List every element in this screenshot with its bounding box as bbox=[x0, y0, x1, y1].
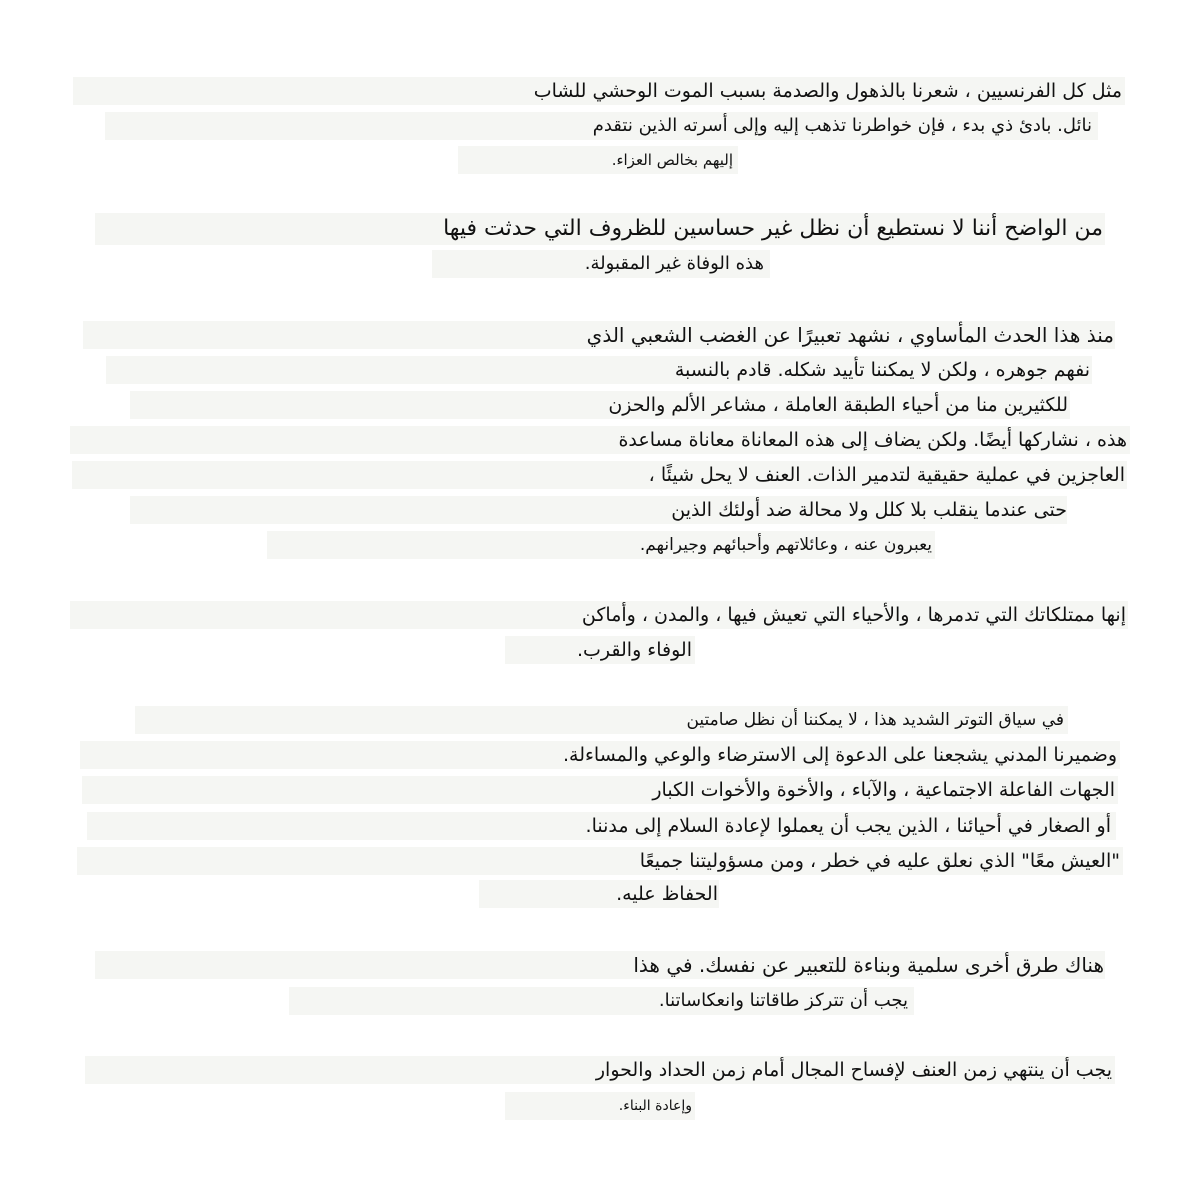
line-text: الحفاظ عليه. bbox=[616, 883, 718, 905]
text-line bbox=[0, 601, 1200, 629]
text-line bbox=[0, 250, 1200, 278]
text-line bbox=[0, 77, 1200, 105]
text-line bbox=[0, 426, 1200, 454]
line-text: الجهات الفاعلة الاجتماعية ، والآباء ، والأخوة والأخوات الكبار bbox=[652, 779, 1115, 801]
line-text: يجب أن ينتهي زمن العنف لإفساح المجال أمام زمن الحداد والحوار bbox=[595, 1059, 1112, 1081]
line-text: من الواضح أننا لا نستطيع أن نظل غير حساسين للظروف التي حدثت فيها bbox=[443, 216, 1103, 241]
text-line bbox=[0, 391, 1200, 419]
text-line bbox=[0, 1056, 1200, 1084]
line-text: إليهم بخالص العزاء. bbox=[611, 151, 733, 169]
line-text: "العيش معًا" الذي نعلق عليه في خطر ، ومن مسؤوليتنا جميعًا bbox=[639, 850, 1120, 872]
text-line bbox=[0, 706, 1200, 734]
text-line bbox=[0, 321, 1200, 349]
text-line bbox=[0, 812, 1200, 840]
text-line bbox=[0, 146, 1200, 174]
line-text: في سياق التوتر الشديد هذا ، لا يمكننا أن نظل صامتين bbox=[686, 710, 1064, 730]
line-text: وضميرنا المدني يشجعنا على الدعوة إلى الاسترضاء والوعي والمساءلة. bbox=[562, 744, 1117, 766]
text-line bbox=[0, 356, 1200, 384]
line-text: هذه الوفاة غير المقبولة. bbox=[584, 253, 764, 274]
text-line bbox=[0, 496, 1200, 524]
line-text: يعبرون عنه ، وعائلاتهم وأحبائهم وجيرانهم. bbox=[639, 535, 932, 555]
text-line bbox=[0, 951, 1200, 979]
text-line bbox=[0, 776, 1200, 804]
line-text: الوفاء والقرب. bbox=[577, 639, 692, 661]
line-text: أو الصغار في أحيائنا ، الذين يجب أن يعملوا لإعادة السلام إلى مدننا. bbox=[585, 815, 1111, 837]
text-line bbox=[0, 1092, 1200, 1120]
line-text: هذه ، نشاركها أيضًا. ولكن يضاف إلى هذه المعاناة معاناة مساعدة bbox=[618, 429, 1127, 451]
line-text: العاجزين في عملية حقيقية لتدمير الذات. العنف لا يحل شيئًا ، bbox=[648, 464, 1125, 486]
line-text: مثل كل الفرنسيين ، شعرنا بالذهول والصدمة بسبب الموت الوحشي للشاب bbox=[533, 80, 1122, 102]
text-line bbox=[0, 112, 1200, 140]
text-line bbox=[0, 531, 1200, 559]
line-text: منذ هذا الحدث المأساوي ، نشهد تعبيرًا عن الغضب الشعبي الذي bbox=[586, 323, 1114, 347]
line-text: نفهم جوهره ، ولكن لا يمكننا تأييد شكله. قادم بالنسبة bbox=[674, 359, 1090, 381]
line-text: إنها ممتلكاتك التي تدمرها ، والأحياء التي تعيش فيها ، والمدن ، وأماكن bbox=[581, 604, 1126, 626]
text-line bbox=[0, 987, 1200, 1015]
line-text: يجب أن تتركز طاقاتنا وانعكاساتنا. bbox=[658, 990, 908, 1011]
line-text: وإعادة البناء. bbox=[618, 1098, 692, 1114]
text-line bbox=[0, 741, 1200, 769]
text-line bbox=[0, 880, 1200, 908]
text-line bbox=[0, 213, 1200, 245]
line-text: للكثيرين منا من أحياء الطبقة العاملة ، مشاعر الألم والحزن bbox=[608, 394, 1068, 416]
text-line bbox=[0, 847, 1200, 875]
text-line bbox=[0, 636, 1200, 664]
text-line bbox=[0, 461, 1200, 489]
line-text: حتى عندما ينقلب بلا كلل ولا محالة ضد أولئك الذين bbox=[671, 499, 1067, 521]
line-text: هناك طرق أخرى سلمية وبناءة للتعبير عن نفسك. في هذا bbox=[633, 953, 1104, 977]
line-text: نائل. بادئ ذي بدء ، فإن خواطرنا تذهب إليه وإلى أسرته الذين نتقدم bbox=[592, 115, 1092, 136]
